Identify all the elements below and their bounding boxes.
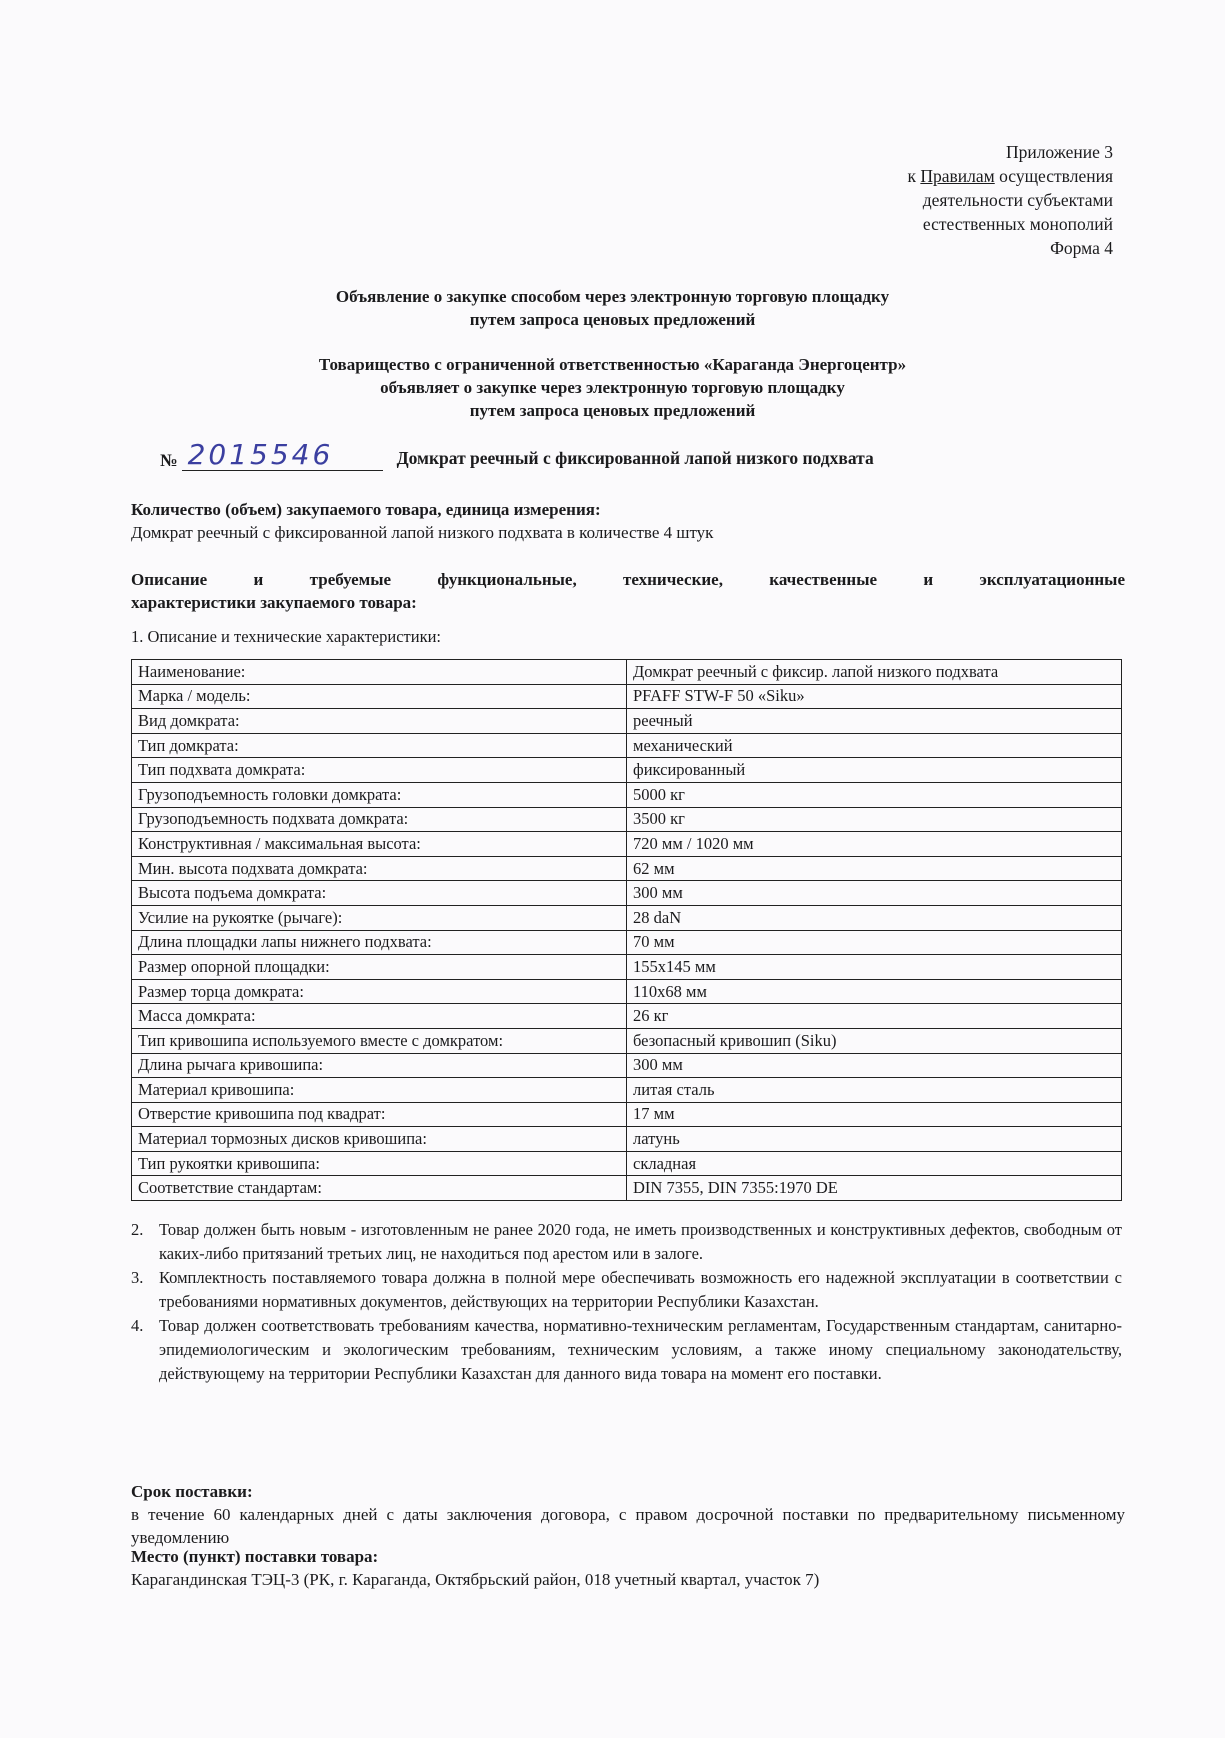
spec-name-cell: Наименование:: [132, 660, 627, 685]
spec-value-cell: 28 daN: [627, 905, 1122, 930]
spec-value-cell: безопасный кривошип (Siku): [627, 1028, 1122, 1053]
spec-value-cell: 300 мм: [627, 881, 1122, 906]
table-row: [132, 733, 1122, 758]
spec-value-cell: 3500 кг: [627, 807, 1122, 832]
spec-value-cell: 26 кг: [627, 1004, 1122, 1029]
appendix-text: к: [907, 166, 921, 186]
spec-name-cell: Длина рычага кривошипа:: [132, 1053, 627, 1078]
delivery-place-section: [131, 1545, 1125, 1591]
quantity-section: [131, 498, 1125, 544]
list-item: [131, 1266, 1122, 1314]
appendix-line: Приложение 3: [1005, 142, 1113, 162]
delivery-term-section: [131, 1480, 1125, 1549]
spec-name-cell: Тип рукоятки кривошипа:: [132, 1151, 627, 1176]
spec-value-cell: механический: [627, 733, 1122, 758]
spec-value-cell: латунь: [627, 1127, 1122, 1152]
appendix-text: осуществления: [994, 166, 1113, 186]
table-row: [132, 1176, 1122, 1201]
spec-value-cell: 17 мм: [627, 1102, 1122, 1127]
spec-value-cell: 70 мм: [627, 930, 1122, 955]
appendix-line: деятельности субъектами: [922, 190, 1113, 210]
list-item-text: Товар должен соответствовать требованиям качества, нормативно-техническим регламентам, Государственным стандартам, санитарно-эпидемиологическим и экологическим требованиям, техническим условиям, а также иному специальному законодательству, действующему на территории Республики Казахстан для данного вида товара на момент его поставки.: [159, 1316, 1122, 1383]
specs-table-body: [132, 660, 1122, 1201]
spec-value-cell: 720 мм / 1020 мм: [627, 832, 1122, 857]
announcement-title: [0, 285, 1225, 331]
table-row: [132, 832, 1122, 857]
table-row: [132, 758, 1122, 783]
spec-value-cell: фиксированный: [627, 758, 1122, 783]
delivery-term-text: в течение 60 календарных дней с даты заключения договора, с правом досрочной поставки по предварительному письменному уведомлению: [131, 1505, 1125, 1547]
company-line: Товарищество с ограниченной ответственностью «Караганда Энергоцентр»: [318, 355, 907, 374]
spec-name-cell: Высота подъема домкрата:: [132, 881, 627, 906]
spec-value-cell: Домкрат реечный с фиксир. лапой низкого подхвата: [627, 660, 1122, 685]
spec-name-cell: Материал кривошипа:: [132, 1078, 627, 1103]
list-item-number: 4.: [131, 1316, 144, 1335]
form-number: Форма 4: [1050, 238, 1113, 258]
lot-line: [160, 440, 874, 471]
company-announcement: [0, 353, 1225, 422]
table-row: [132, 881, 1122, 906]
spec-name-cell: Мин. высота подхвата домкрата:: [132, 856, 627, 881]
spec-value-cell: 155x145 мм: [627, 955, 1122, 980]
table-row: [132, 1078, 1122, 1103]
table-row: [132, 905, 1122, 930]
table-row: [132, 684, 1122, 709]
spec-value-cell: PFAFF STW-F 50 «Siku»: [627, 684, 1122, 709]
spec-name-cell: Усилие на рукоятке (рычаге):: [132, 905, 627, 930]
table-row: [132, 1028, 1122, 1053]
spec-name-cell: Длина площадки лапы нижнего подхвата:: [132, 930, 627, 955]
spec-name-cell: Марка / модель:: [132, 684, 627, 709]
list-item-1: 1. Описание и технические характеристики:: [131, 627, 442, 646]
spec-name-cell: Грузоподъемность головки домкрата:: [132, 782, 627, 807]
table-row: [132, 807, 1122, 832]
table-row: [132, 1004, 1122, 1029]
list-item-text: Комплектность поставляемого товара должна в полной мере обеспечивать возможность его надежной эксплуатации в соответствии с требованиями нормативных документов, действующих на территории Республики Казахстан.: [159, 1268, 1122, 1311]
delivery-place-text: Карагандинская ТЭЦ-3 (РК, г. Караганда, Октябрьский район, 018 учетный квартал, участок 7): [131, 1570, 820, 1589]
quantity-text: Домкрат реечный с фиксированной лапой низкого подхвата в количестве 4 штук: [131, 523, 714, 542]
delivery-term-heading: Срок поставки:: [131, 1482, 253, 1501]
list-item-number: 2.: [131, 1220, 144, 1239]
description-section: [131, 568, 1125, 614]
spec-name-cell: Масса домкрата:: [132, 1004, 627, 1029]
table-row: [132, 782, 1122, 807]
spec-name-cell: Размер торца домкрата:: [132, 979, 627, 1004]
delivery-place-heading: Место (пункт) поставки товара:: [131, 1547, 379, 1566]
lot-number-handwritten: 2015546: [182, 440, 383, 471]
spec-name-cell: Тип домкрата:: [132, 733, 627, 758]
spec-name-cell: Размер опорной площадки:: [132, 955, 627, 980]
table-row: [132, 1053, 1122, 1078]
spec-value-cell: 62 мм: [627, 856, 1122, 881]
spec-value-cell: DIN 7355, DIN 7355:1970 DE: [627, 1176, 1122, 1201]
spec-name-cell: Тип кривошипа используемого вместе с домкратом:: [132, 1028, 627, 1053]
company-line: объявляет о закупке через электронную торговую площадку: [380, 378, 845, 397]
table-row: [132, 660, 1122, 685]
announcement-line: Объявление о закупке способом через электронную торговую площадку: [335, 287, 890, 306]
list-item: [131, 1314, 1122, 1386]
table-row: [132, 979, 1122, 1004]
table-row: [132, 955, 1122, 980]
lot-title: Домкрат реечный с фиксированной лапой низкого подхвата: [396, 448, 874, 468]
description-heading: характеристики закупаемого товара:: [131, 593, 417, 612]
spec-name-cell: Материал тормозных дисков кривошипа:: [132, 1127, 627, 1152]
appendix-header: [907, 140, 1113, 260]
list-item: [131, 1218, 1122, 1266]
spec-name-cell: Вид домкрата:: [132, 709, 627, 734]
table-row: [132, 1102, 1122, 1127]
table-row: [132, 1127, 1122, 1152]
spec-name-cell: Отверстие кривошипа под квадрат:: [132, 1102, 627, 1127]
appendix-line: [907, 164, 1113, 188]
appendix-line: естественных монополий: [922, 214, 1113, 234]
spec-value-cell: литая сталь: [627, 1078, 1122, 1103]
company-line: путем запроса ценовых предложений: [469, 401, 756, 420]
spec-name-cell: Грузоподъемность подхвата домкрата:: [132, 807, 627, 832]
table-row: [132, 856, 1122, 881]
table-row: [132, 930, 1122, 955]
list-item-text: Товар должен быть новым - изготовленным не ранее 2020 года, не иметь производственных и конструктивных дефектов, свободным от каких-либо притязаний третьих лиц, не находиться под арестом или в залоге.: [159, 1220, 1122, 1263]
spec-name-cell: Соответствие стандартам:: [132, 1176, 627, 1201]
spec-value-cell: 110x68 мм: [627, 979, 1122, 1004]
spec-name-cell: Конструктивная / максимальная высота:: [132, 832, 627, 857]
spec-value-cell: реечный: [627, 709, 1122, 734]
table-row: [132, 1151, 1122, 1176]
quantity-heading: Количество (объем) закупаемого товара, единица измерения:: [131, 500, 601, 519]
list-item-number: 3.: [131, 1268, 144, 1287]
specs-table: [131, 659, 1122, 1201]
spec-value-cell: 5000 кг: [627, 782, 1122, 807]
spec-value-cell: 300 мм: [627, 1053, 1122, 1078]
table-row: [132, 709, 1122, 734]
spec-name-cell: Тип подхвата домкрата:: [132, 758, 627, 783]
description-heading: Описание и требуемые функциональные, технические, качественные и эксплуатационные: [131, 570, 1125, 589]
number-sign: №: [160, 450, 178, 470]
spec-value-cell: складная: [627, 1151, 1122, 1176]
announcement-line: путем запроса ценовых предложений: [469, 310, 756, 329]
rules-link[interactable]: Правилам: [920, 166, 995, 186]
requirements-list: [131, 1218, 1122, 1386]
